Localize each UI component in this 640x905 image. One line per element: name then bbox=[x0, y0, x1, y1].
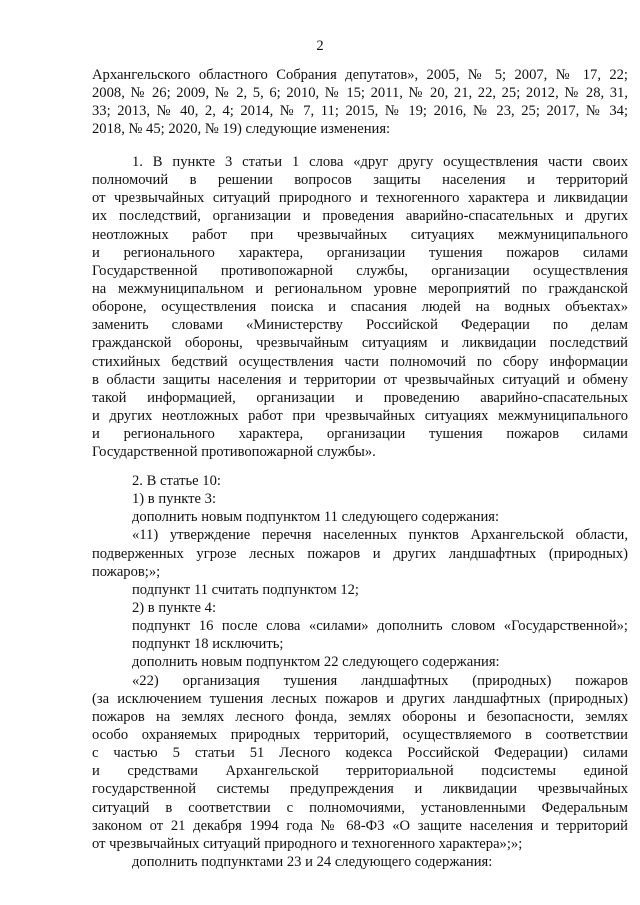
text-line: дополнить подпунктами 23 и 24 следующего содержания: bbox=[132, 853, 493, 870]
text-line: «11) утверждение перечня населенных пунктов Архангельской области, bbox=[132, 527, 628, 544]
text-line: дополнить новым подпунктом 11 следующего содержания: bbox=[132, 509, 500, 526]
text-line: Государственной противопожарной службы». bbox=[92, 444, 376, 461]
text-line: обороне, осуществления поиска и спасания людей на водных объектах» bbox=[92, 299, 628, 316]
text-line: гражданской обороны, чрезвычайным ситуациям и ликвидации последствий bbox=[92, 335, 628, 352]
text-line: государственной системы предупреждения и ликвидации чрезвычайных bbox=[92, 781, 628, 798]
page-number: 2 bbox=[316, 38, 324, 54]
intro-paragraph bbox=[92, 66, 628, 139]
text-line: в области защиты населения и территории от чрезвычайных ситуаций и обмену bbox=[92, 371, 628, 388]
text-line: законом от 21 декабря 1994 года № 68-ФЗ «О защите населения и территорий bbox=[92, 817, 628, 834]
text-line: стихийных бедствий осуществления части полномочий по сбору информации bbox=[92, 353, 628, 370]
text-line: от чрезвычайных ситуаций природного и техногенного характера»;»; bbox=[92, 835, 523, 852]
text-line: Государственной противопожарной службы, организации осуществления bbox=[92, 262, 628, 279]
text-line: 1) в пункте 3: bbox=[132, 491, 217, 508]
text-line: подпункт 11 считать подпунктом 12; bbox=[132, 581, 359, 598]
text-line: 2008, № 26; 2009, № 2, 5, 6; 2010, № 15; 2011, № 20, 21, 22, 25; 2012, № 28, 31, bbox=[92, 85, 628, 102]
text-line: такой информацией, организации и проведению аварийно-спасательных bbox=[92, 389, 628, 406]
text-line: пожаров;»; bbox=[92, 563, 161, 580]
text-line: заменить словами «Министерству Российской Федерации по делам bbox=[92, 317, 628, 334]
text-line: 1. В пункте 3 статьи 1 слова «друг другу осуществления части своих bbox=[132, 154, 628, 170]
text-line: полномочий в решении вопросов защиты населения и территорий bbox=[92, 172, 628, 189]
text-line: подпункт 18 исключить; bbox=[132, 636, 284, 653]
text-line: и средствами Архангельской территориальной подсистемы единой bbox=[92, 763, 628, 780]
text-line: подпункт 16 после слова «силами» дополнить словом «Государственной»; bbox=[132, 618, 628, 635]
text-line: неотложных работ при чрезвычайных ситуациях межмуниципального bbox=[92, 226, 628, 243]
amendment-item-1 bbox=[92, 153, 628, 461]
text-line: от чрезвычайных ситуаций природного и техногенного характера и ликвидации bbox=[92, 190, 628, 207]
text-line: дополнить новым подпунктом 22 следующего содержания: bbox=[132, 654, 500, 671]
text-line: ситуаций в соответствии с полномочиями, установленными Федеральным bbox=[92, 799, 628, 816]
text-line: Архангельского областного Собрания депутатов», 2005, № 5; 2007, № 17, 22; bbox=[92, 67, 628, 83]
text-line: «22) организация тушения ландшафтных (природных) пожаров bbox=[132, 672, 628, 689]
text-line: и регионального характера, организации тушения пожаров силами bbox=[92, 426, 628, 443]
text-line: особо охраняемых природных территорий, осуществляемого в соответствии bbox=[92, 726, 628, 743]
text-line: (за исключением тушения лесных пожаров и других ландшафтных (природных) bbox=[92, 690, 628, 707]
text-line: 2) в пункте 4: bbox=[132, 599, 217, 616]
text-line: и регионального характера, организации тушения пожаров силами bbox=[92, 244, 628, 261]
text-line: их последствий, организации и проведения аварийно-спасательных и других bbox=[92, 208, 628, 225]
text-line: 2. В статье 10: bbox=[132, 473, 221, 489]
text-line: с частью 5 статьи 51 Лесного кодекса Российской Федерации) силами bbox=[92, 745, 628, 762]
amendment-item-2 bbox=[92, 472, 628, 871]
text-line: 2018, № 45; 2020, № 19) следующие изменения: bbox=[92, 121, 391, 138]
text-line: и других неотложных работ при чрезвычайных ситуациях межмуниципального bbox=[92, 407, 628, 424]
text-line: пожаров на землях лесного фонда, землях обороны и безопасности, землях bbox=[92, 708, 628, 725]
text-line: на межмуниципальном и региональном уровне мероприятий по гражданской bbox=[92, 280, 628, 297]
text-line: 33; 2013, № 40, 2, 4; 2014, № 7, 11; 2015, № 19; 2016, № 23, 25; 2017, № 34; bbox=[92, 103, 628, 120]
text-line: подверженных угрозе лесных пожаров и других ландшафтных (природных) bbox=[92, 545, 628, 562]
